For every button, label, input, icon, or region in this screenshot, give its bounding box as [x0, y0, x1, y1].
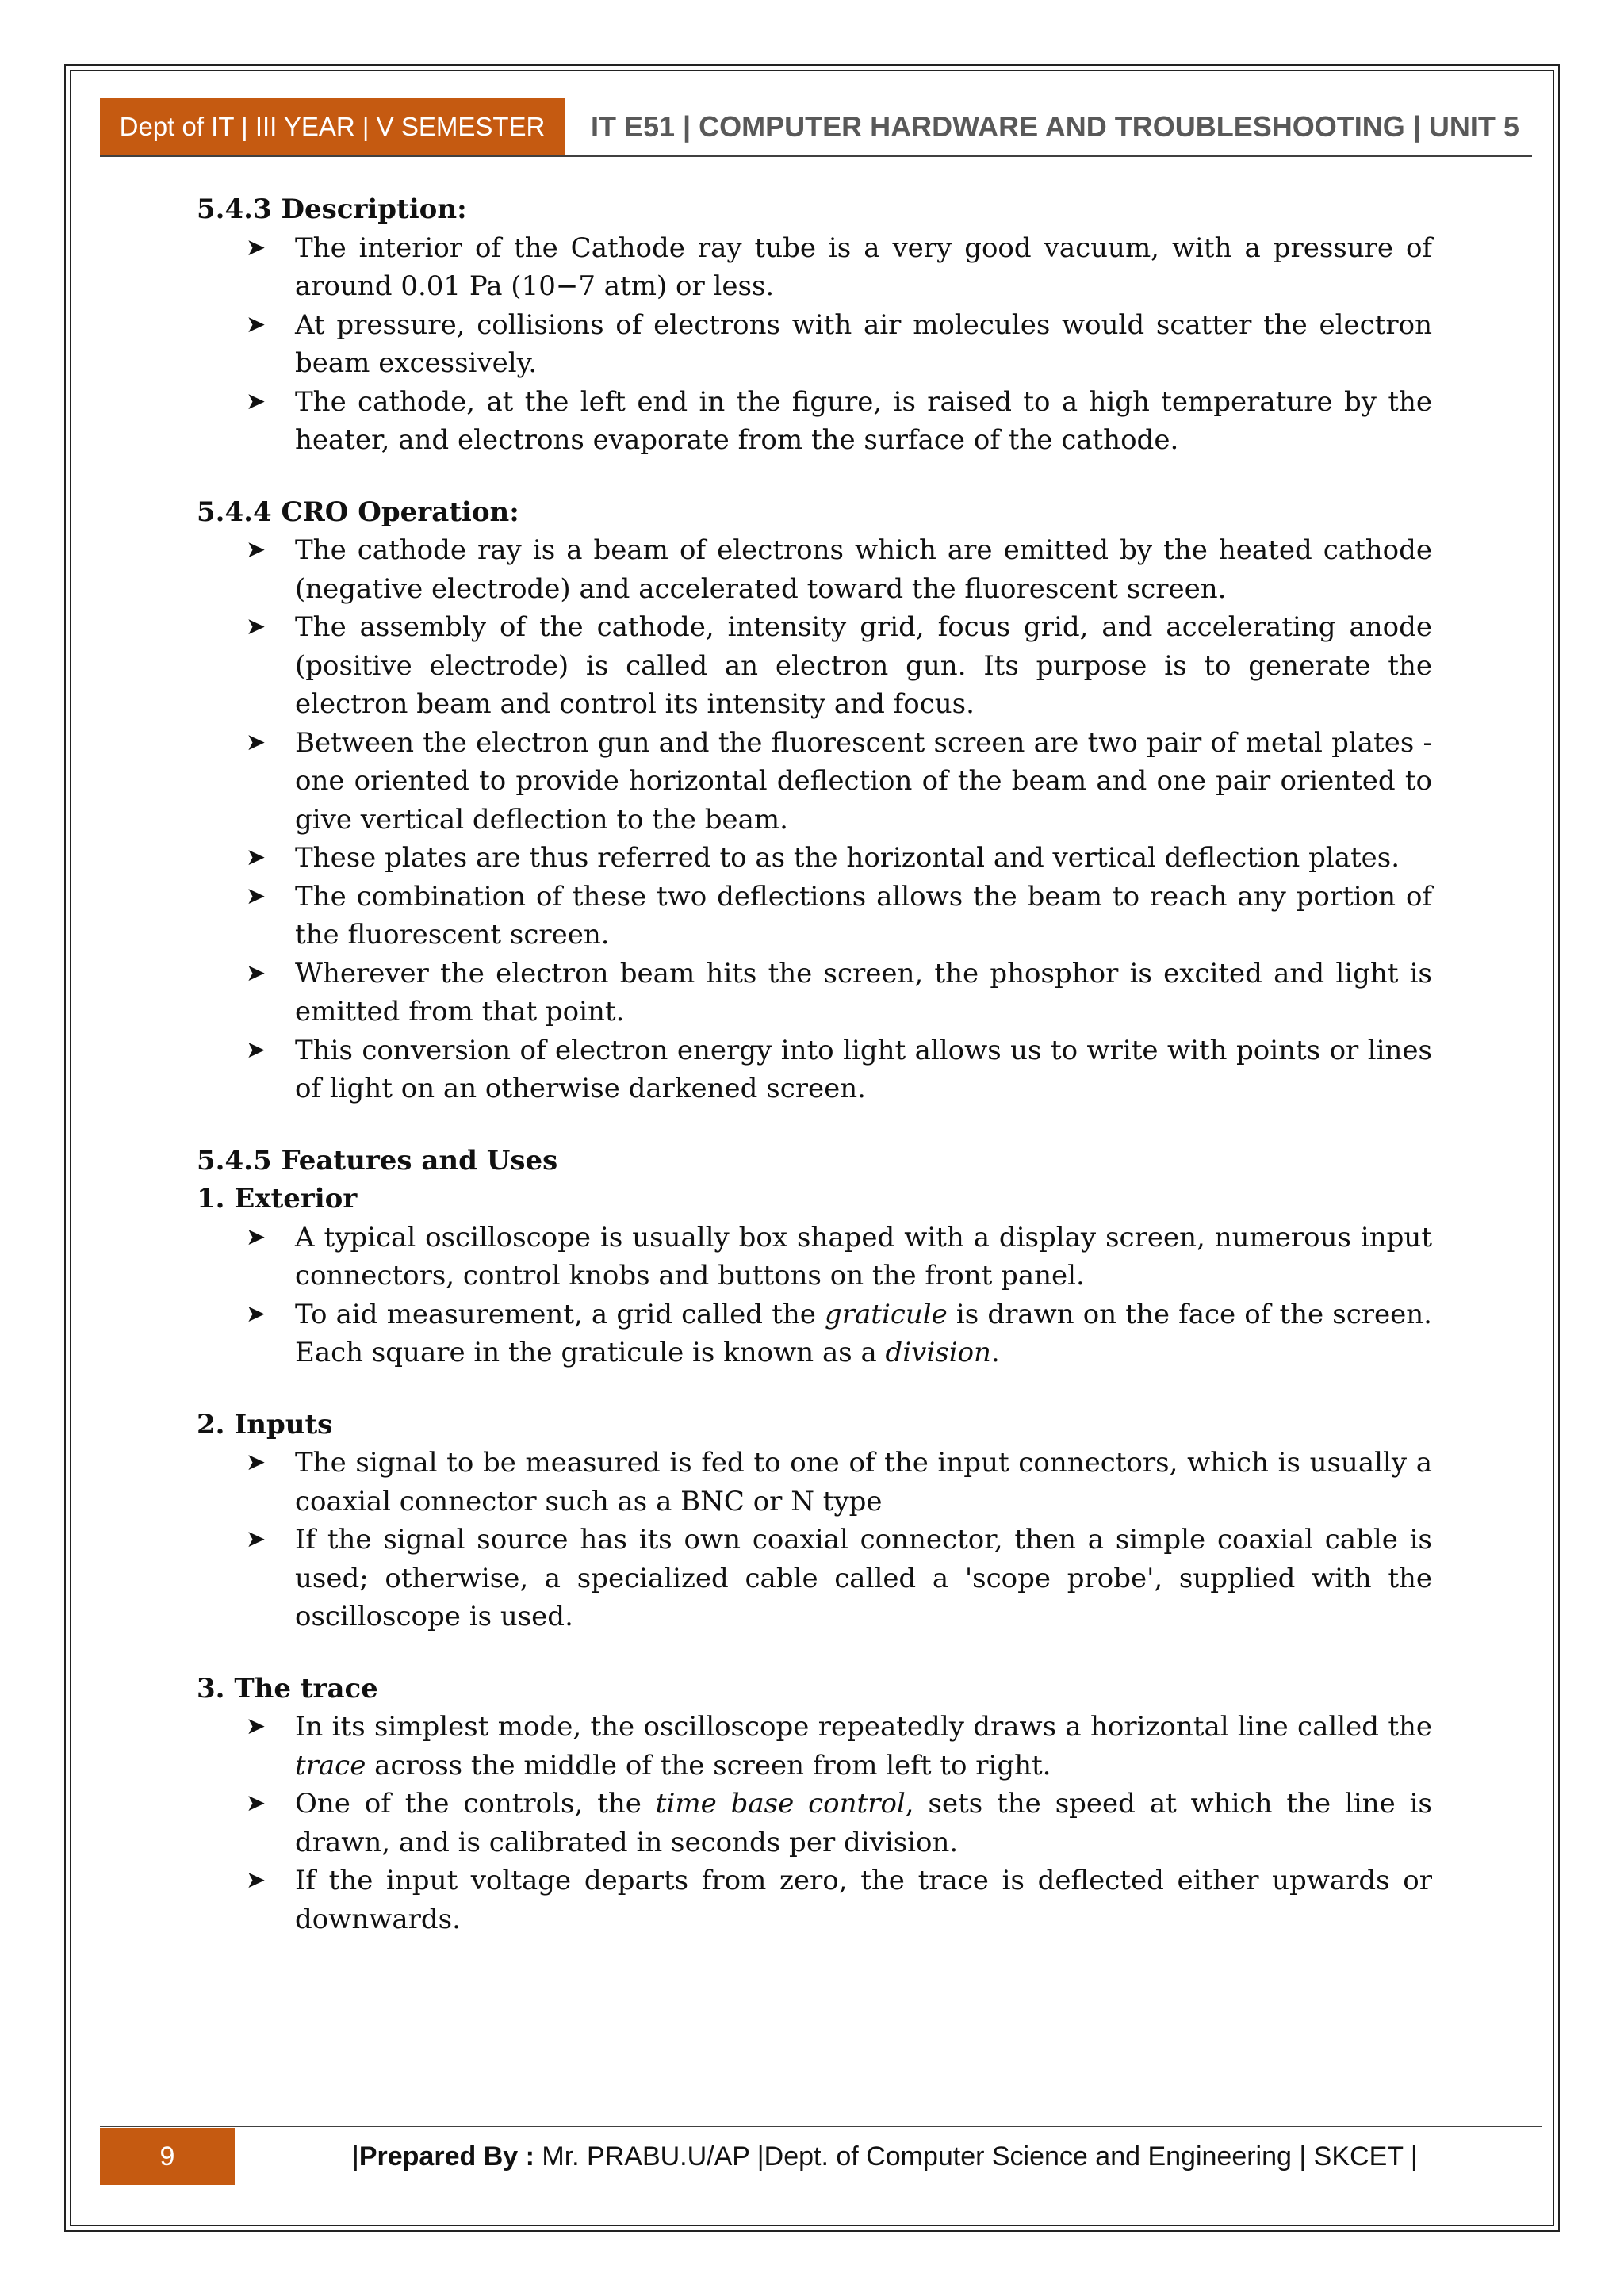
arrowhead-bullet-icon: ➤ [246, 613, 266, 641]
prepared-by-label: Prepared By : [358, 2141, 542, 2172]
footer-author-dept: Mr. PRABU.U/AP |Dept. of Computer Science and Engineering | SKCET | [542, 2141, 1418, 2172]
list-item: ➤ Between the electron gun and the fluorescent screen are two pair of metal plates - one oriented to provide horizontal deflection of the beam and one pair oriented to give vertical deflection to the beam. [197, 724, 1432, 840]
header-divider [100, 155, 1532, 157]
page-content [197, 190, 1432, 1938]
list-item: ➤ If the signal source has its own coaxial connector, then a simple coaxial cable is used; otherwise, a specialized cable called a 'scope probe', supplied with the oscilloscope is used. [197, 1521, 1432, 1636]
list-item: ➤ The cathode ray is a beam of electrons which are emitted by the heated cathode (negative electrode) and accelerated toward the fluorescent screen. [197, 531, 1432, 608]
header-course-title: IT E51 | COMPUTER HARDWARE AND TROUBLESHOOTING | UNIT 5 [591, 110, 1519, 143]
exterior-list [197, 1219, 1432, 1372]
list-item: ➤ These plates are thus referred to as the horizontal and vertical deflection plates. [197, 839, 1432, 878]
list-item: ➤ The interior of the Cathode ray tube is a very good vacuum, with a pressure of around 0.01 Pa (10−7 atm) or less. [197, 229, 1432, 306]
section-heading-features: 5.4.5 Features and Uses [197, 1144, 558, 1177]
list-item: ➤ In its simplest mode, the oscilloscope repeatedly draws a horizontal line called the trace across the middle of the screen from left to right. [197, 1708, 1432, 1785]
list-item: ➤ The assembly of the cathode, intensity grid, focus grid, and accelerating anode (positive electrode) is called an electron gun. Its purpose is to generate the electron beam and control its intensity and focus. [197, 608, 1432, 724]
arrowhead-bullet-icon: ➤ [246, 1866, 266, 1894]
arrowhead-bullet-icon: ➤ [246, 1712, 266, 1740]
subheading-inputs: 2. Inputs [197, 1408, 333, 1441]
list-item: ➤ To aid measurement, a grid called the graticule is drawn on the face of the screen. Each square in the graticule is known as a division. [197, 1295, 1432, 1372]
description-list [197, 229, 1432, 460]
arrowhead-bullet-icon: ➤ [246, 844, 266, 871]
list-item: ➤ One of the controls, the time base control, sets the speed at which the line is drawn, and is calibrated in seconds per division. [197, 1785, 1432, 1862]
list-item: ➤ A typical oscilloscope is usually box shaped with a display screen, numerous input connectors, control knobs and buttons on the front panel. [197, 1219, 1432, 1295]
arrowhead-bullet-icon: ➤ [246, 1448, 266, 1476]
arrowhead-bullet-icon: ➤ [246, 959, 266, 987]
header-department-label: Dept of IT | III YEAR | V SEMESTER [100, 98, 565, 155]
term-graticule: graticule [825, 1298, 948, 1330]
list-item: ➤ This conversion of electron energy into light allows us to write with points or lines of light on an otherwise darkened screen. [197, 1031, 1432, 1108]
list-item: ➤ At pressure, collisions of electrons with air molecules would scatter the electron beam excessively. [197, 306, 1432, 383]
trace-list [197, 1708, 1432, 1938]
operation-list [197, 531, 1432, 1108]
section-heading-operation: 5.4.4 CRO Operation: [197, 496, 519, 528]
footer-divider [100, 2126, 1542, 2127]
list-item: ➤ The cathode, at the left end in the figure, is raised to a high temperature by the heater, and electrons evaporate from the surface of the cathode. [197, 383, 1432, 460]
list-item: ➤ The signal to be measured is fed to one of the input connectors, which is usually a coaxial connector such as a BNC or N type [197, 1444, 1432, 1521]
subheading-trace: 3. The trace [197, 1672, 378, 1705]
arrowhead-bullet-icon: ➤ [246, 728, 266, 756]
arrowhead-bullet-icon: ➤ [246, 387, 266, 415]
arrowhead-bullet-icon: ➤ [246, 1299, 266, 1328]
list-item: ➤ The combination of these two deflections allows the beam to reach any portion of the fluorescent screen. [197, 878, 1432, 955]
arrowhead-bullet-icon: ➤ [246, 536, 266, 564]
subheading-exterior: 1. Exterior [197, 1183, 358, 1215]
page-number: 9 [100, 2128, 235, 2185]
arrowhead-bullet-icon: ➤ [246, 1223, 266, 1251]
term-trace: trace [295, 1749, 366, 1781]
arrowhead-bullet-icon: ➤ [246, 882, 266, 910]
section-heading-description: 5.4.3 Description: [197, 193, 467, 225]
arrowhead-bullet-icon: ➤ [246, 310, 266, 339]
term-division: division [885, 1337, 991, 1368]
arrowhead-bullet-icon: ➤ [246, 1789, 266, 1817]
arrowhead-bullet-icon: ➤ [246, 233, 266, 262]
arrowhead-bullet-icon: ➤ [246, 1035, 266, 1064]
footer-credits: |Prepared By : Mr. PRABU.U/AP |Dept. of Computer Science and Engineering | SKCET | [352, 2141, 1418, 2172]
list-item: ➤ If the input voltage departs from zero, the trace is deflected either upwards or downwards. [197, 1862, 1432, 1938]
term-time-base-control: time base control [655, 1788, 906, 1820]
arrowhead-bullet-icon: ➤ [246, 1525, 266, 1553]
list-item: ➤ Wherever the electron beam hits the screen, the phosphor is excited and light is emitted from that point. [197, 955, 1432, 1031]
inputs-list [197, 1444, 1432, 1636]
